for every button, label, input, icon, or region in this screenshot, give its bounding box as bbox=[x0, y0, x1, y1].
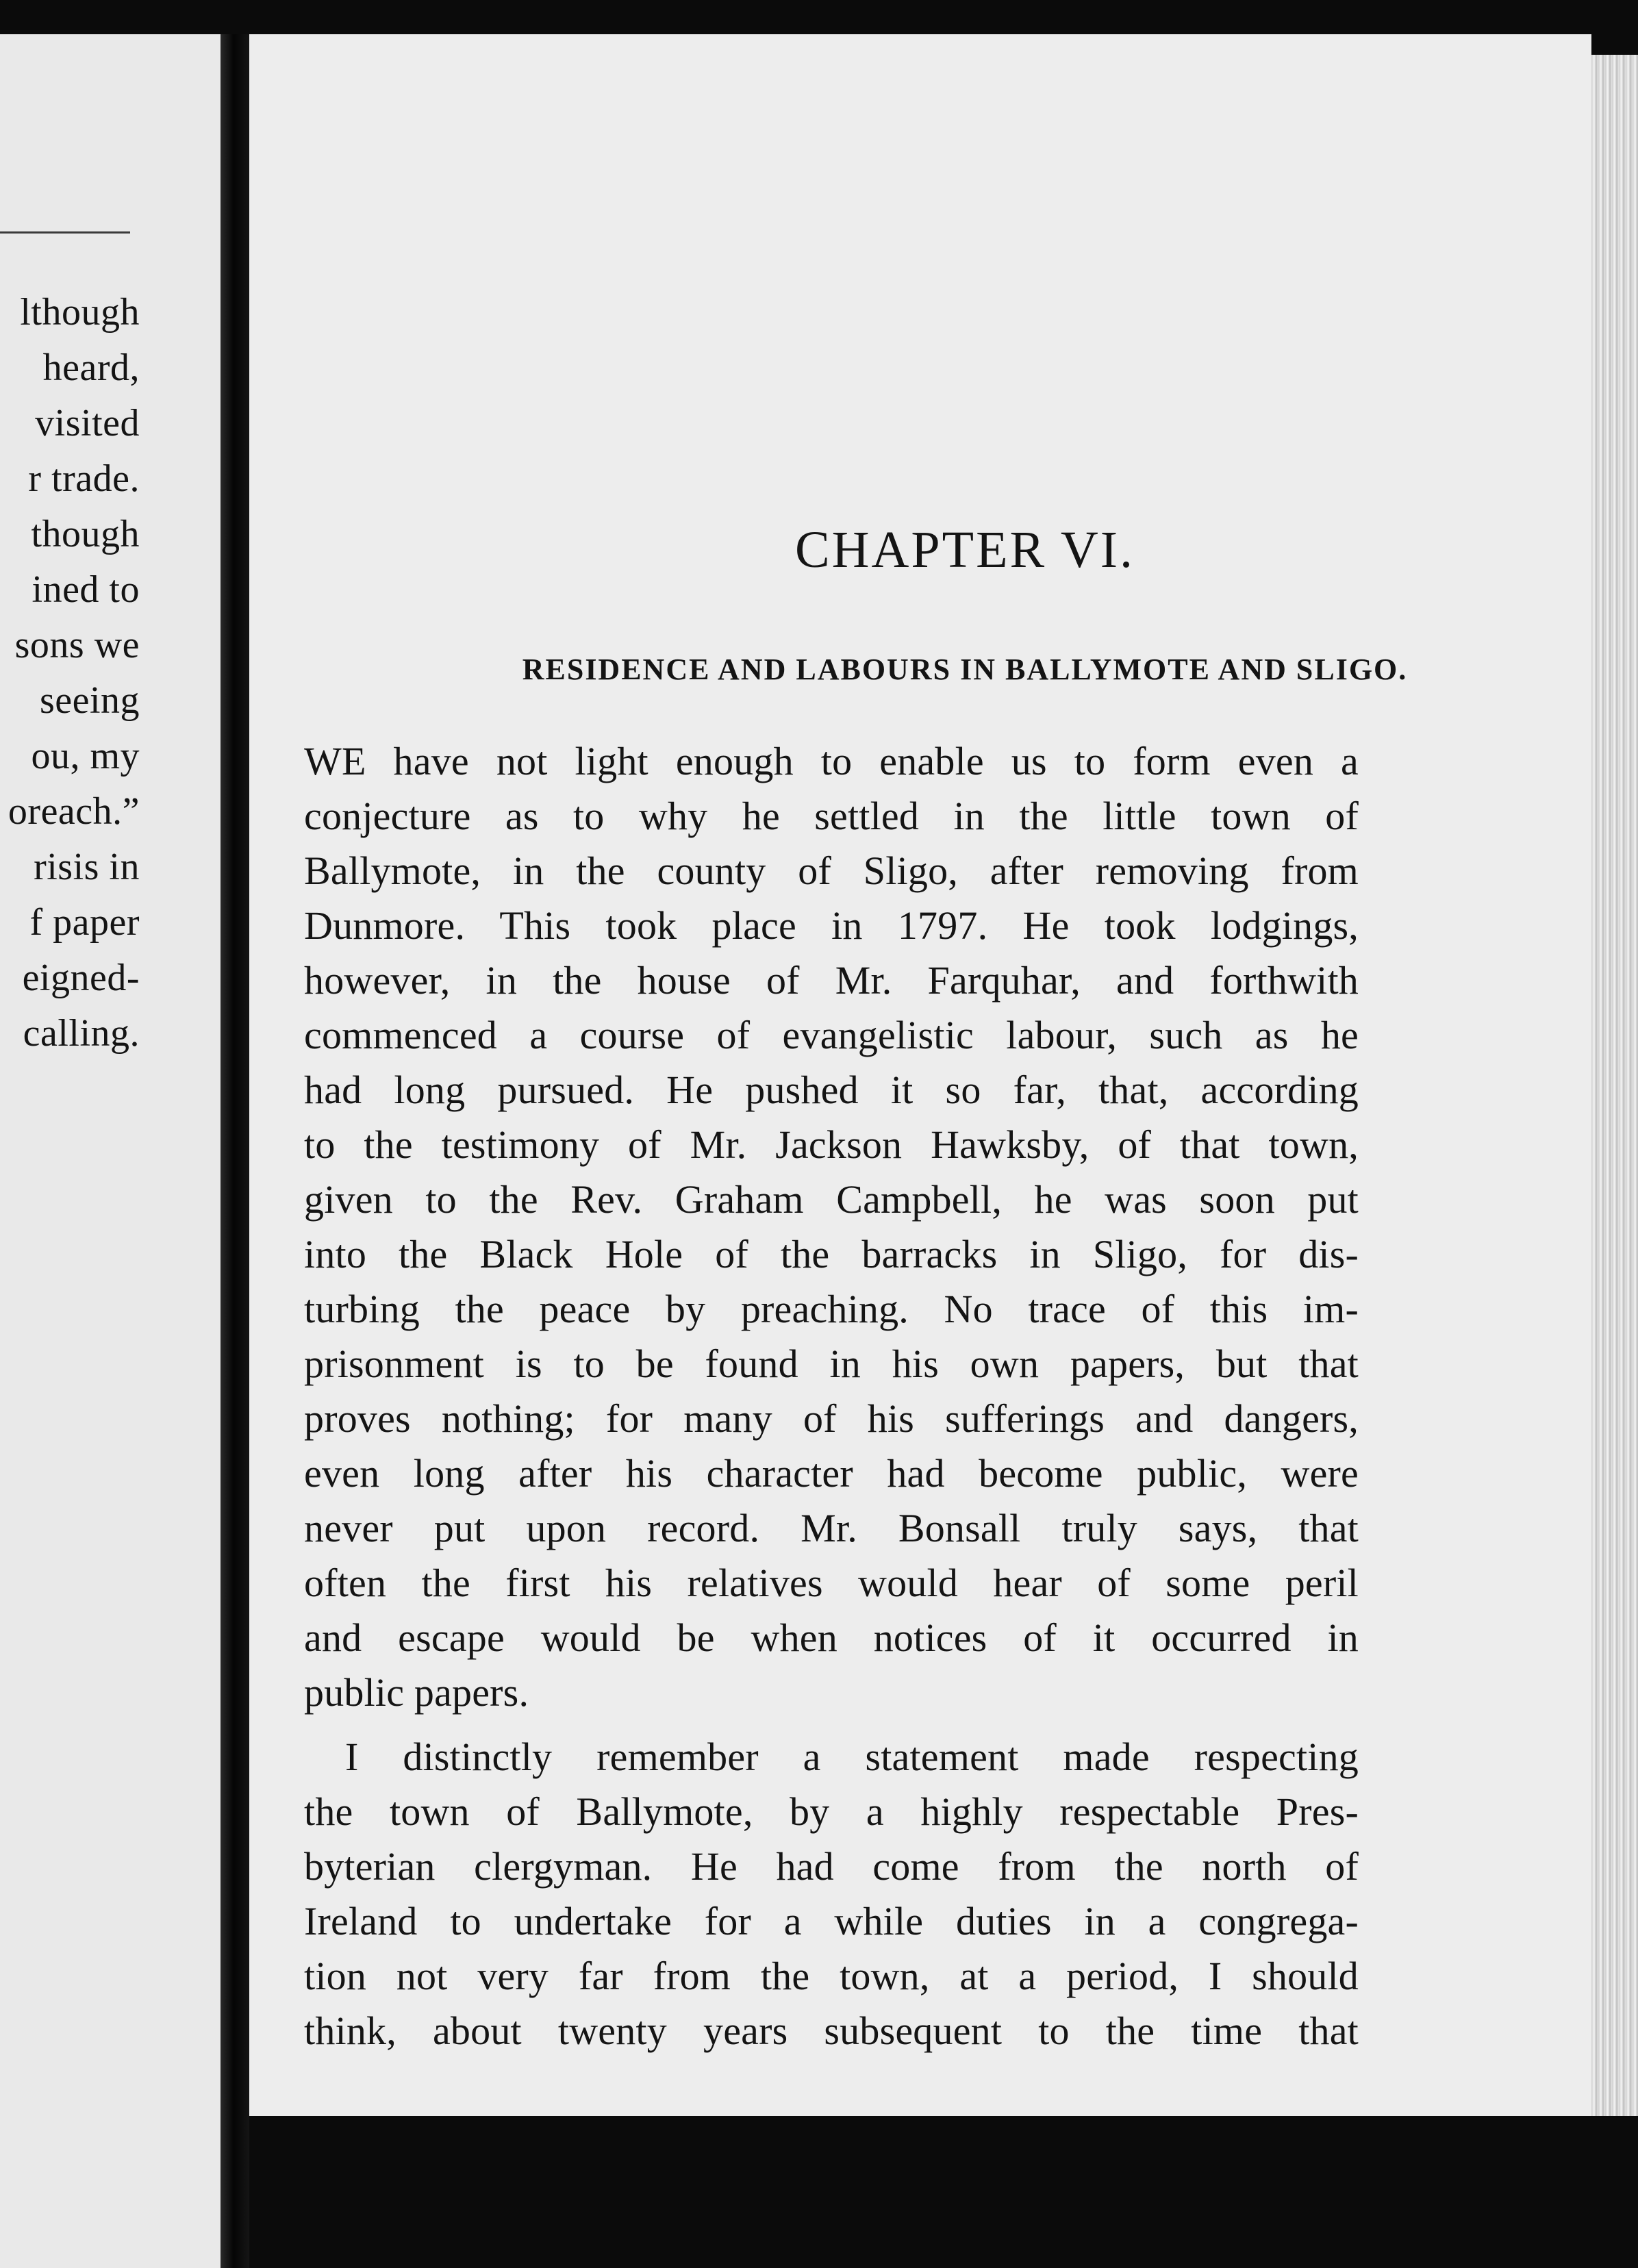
left-line: ined to bbox=[32, 568, 140, 611]
left-page-rule bbox=[0, 231, 130, 234]
text-line: never put upon record. Mr. Bonsall truly says, that bbox=[304, 1506, 1359, 1550]
text-line: conjecture as to why he settled in the little town of bbox=[304, 794, 1359, 838]
text-line: Ballymote, in the county of Sligo, after removing from bbox=[304, 848, 1359, 893]
left-line: though bbox=[31, 513, 140, 555]
paragraph bbox=[304, 734, 1359, 1720]
text-line: think, about twenty years subsequent to the time that bbox=[304, 2008, 1359, 2053]
scan-background bbox=[249, 2116, 1638, 2268]
left-line: calling. bbox=[23, 1012, 140, 1055]
left-page-text bbox=[8, 285, 140, 1061]
left-line: ou, my bbox=[31, 735, 140, 777]
chapter-title: CHAPTER VI. bbox=[794, 521, 1135, 579]
text-line: to the testimony of Mr. Jackson Hawksby, of that town, bbox=[304, 1122, 1359, 1167]
text-line: and escape would be when notices of it occurred in bbox=[304, 1615, 1359, 1660]
left-line: risis in bbox=[34, 846, 140, 888]
text-line: Dunmore. This took place in 1797. He took lodgings, bbox=[304, 903, 1359, 948]
facing-page-fragment bbox=[0, 34, 220, 2268]
left-line: f paper bbox=[29, 901, 140, 944]
book-gutter bbox=[220, 34, 249, 2268]
text-line: byterian clergyman. He had come from the north of bbox=[304, 1844, 1359, 1889]
left-line: oreach.” bbox=[8, 790, 140, 833]
text-line: into the Black Hole of the barracks in Sligo, for dis- bbox=[304, 1232, 1359, 1276]
text-line: turbing the peace by preaching. No trace of this im- bbox=[304, 1287, 1359, 1331]
left-line: sons we bbox=[14, 624, 140, 666]
text-line: the town of Ballymote, by a highly respectable Pres- bbox=[304, 1789, 1359, 1834]
paragraph bbox=[304, 1730, 1359, 2058]
left-line: heard, bbox=[42, 346, 140, 389]
main-page bbox=[249, 34, 1591, 2116]
text-line: tion not very far from the town, at a period, I should bbox=[304, 1954, 1359, 1998]
text-line: I distinctly remember a statement made respecting bbox=[345, 1735, 1359, 1779]
text-line: commenced a course of evangelistic labour, such as he bbox=[304, 1013, 1359, 1057]
left-line: r trade. bbox=[28, 457, 140, 500]
text-line: often the first his relatives would hear of some peril bbox=[304, 1561, 1359, 1605]
text-line: had long pursued. He pushed it so far, that, according bbox=[304, 1068, 1359, 1112]
text-line: even long after his character had become public, were bbox=[304, 1451, 1359, 1496]
text-line: proves nothing; for many of his sufferings and dangers, bbox=[304, 1396, 1359, 1441]
chapter-body bbox=[304, 734, 1359, 2058]
text-line: prisonment is to be found in his own papers, but that bbox=[304, 1341, 1359, 1386]
page-edges bbox=[1591, 55, 1638, 2116]
text-line: however, in the house of Mr. Farquhar, and forthwith bbox=[304, 958, 1359, 1003]
left-line: eigned- bbox=[22, 957, 140, 999]
text-line: Ireland to undertake for a while duties in a congrega- bbox=[304, 1899, 1359, 1943]
chapter-subtitle: RESIDENCE AND LABOURS IN BALLYMOTE AND SLIGO. bbox=[522, 653, 1408, 686]
left-line: lthough bbox=[20, 291, 140, 333]
left-line: visited bbox=[35, 402, 140, 444]
text-line: given to the Rev. Graham Campbell, he was soon put bbox=[304, 1177, 1359, 1222]
text-line: WE have not light enough to enable us to form even a bbox=[304, 739, 1359, 783]
text-line: public papers. bbox=[304, 1670, 529, 1715]
left-line: seeing bbox=[39, 679, 140, 722]
